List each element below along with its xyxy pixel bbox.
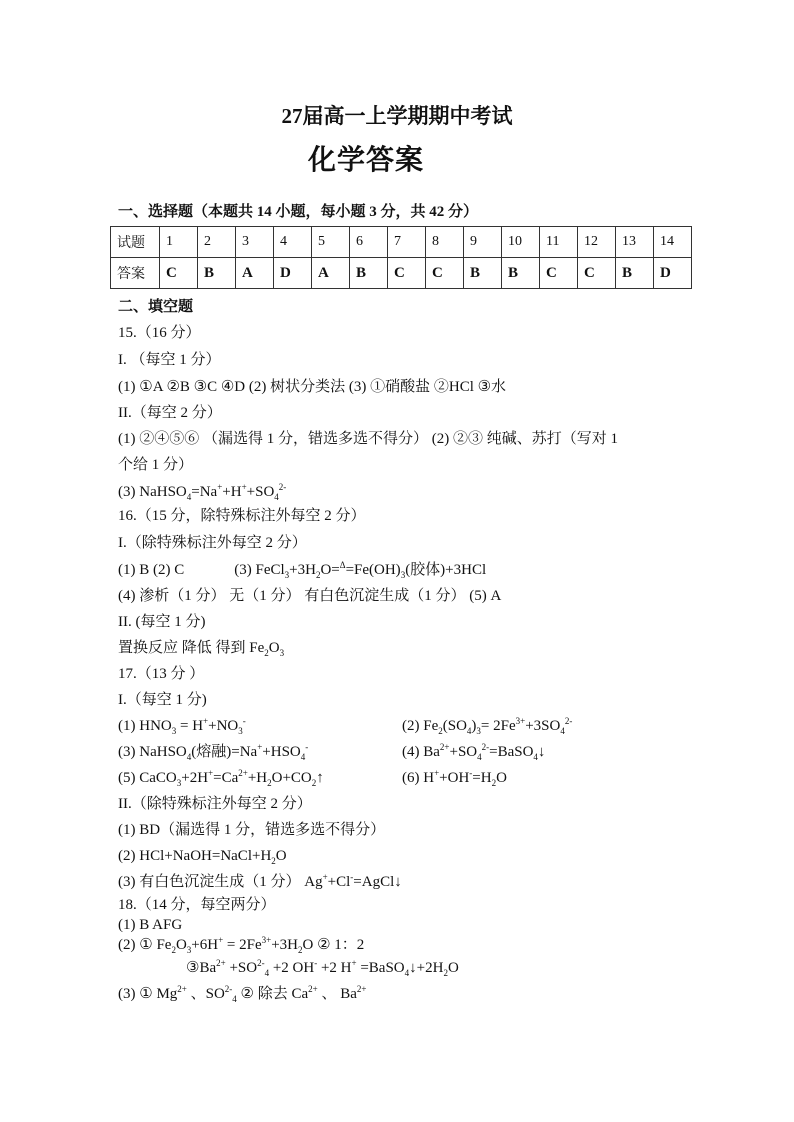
q18-line4 [118, 984, 367, 1004]
text: O+CO [271, 770, 312, 786]
q17-part1-heading: I.（每空 1 分) [118, 692, 207, 708]
text: 2- [481, 742, 490, 752]
text: + [322, 872, 328, 882]
text: 2+ [308, 984, 318, 994]
text: +2 H [317, 960, 352, 976]
table-cell: D [654, 258, 692, 289]
table-cell: 2 [198, 227, 236, 258]
text: +OH [439, 770, 470, 786]
text: + [434, 768, 440, 778]
text: +H [222, 484, 242, 500]
text: O [447, 960, 459, 976]
text: 3 [171, 726, 177, 736]
text: 、 Ba [317, 986, 357, 1002]
table-cell: C [426, 258, 464, 289]
text: =BaSO [356, 960, 405, 976]
text: 4 [300, 752, 306, 762]
row-label-questions: 试题 [111, 227, 160, 258]
text: 2 [264, 648, 269, 658]
text: 2- [257, 958, 265, 968]
text: (6) H [402, 770, 435, 786]
text: - [305, 742, 309, 752]
text: (2) Fe [402, 718, 439, 734]
text: =H [472, 770, 492, 786]
table-cell: 5 [312, 227, 350, 258]
text: - [242, 716, 246, 726]
text: (3) NaHSO [118, 484, 187, 500]
text: +H [247, 770, 268, 786]
table-cell: 7 [388, 227, 426, 258]
q16-part2-line1 [118, 638, 284, 658]
text: +NO [208, 718, 239, 734]
text: - [314, 958, 318, 968]
q17-part2-heading: II.（除特殊标注外每空 2 分） [118, 796, 312, 812]
q15-part2-heading: II.（每空 2 分） [118, 405, 222, 421]
text: 2+ [216, 958, 226, 968]
text: +SO [225, 960, 258, 976]
table-cell: A [312, 258, 350, 289]
q17-equation-1 [118, 716, 246, 736]
text: 2 [267, 778, 272, 788]
text: 3 [279, 648, 285, 658]
text: = 2Fe [480, 718, 516, 734]
text: (1) HNO [118, 718, 172, 734]
text: =Na [191, 484, 218, 500]
text: =Ca [213, 770, 239, 786]
answer-table [110, 226, 692, 289]
text: (SO [442, 718, 467, 734]
table-cell: 10 [502, 227, 540, 258]
table-cell: B [350, 258, 388, 289]
text: +Cl [327, 874, 351, 890]
q17-heading: 17.（13 分 ） [118, 666, 205, 682]
text: (5) CaCO [118, 770, 177, 786]
q17-part2-line2 [118, 846, 287, 866]
text: 2- [564, 716, 573, 726]
q17-equation-6 [402, 768, 507, 788]
text: 3 [400, 570, 406, 580]
text: O ② 1：2 [302, 937, 365, 953]
text: +3SO [525, 718, 561, 734]
table-cell: 6 [350, 227, 388, 258]
text: (3) 有白色沉淀生成（1 分） Ag [118, 874, 323, 890]
text: 2 [438, 726, 443, 736]
text: = H [176, 718, 204, 734]
text: +6H [191, 937, 219, 953]
section2-heading: 二、填空题 [118, 299, 194, 315]
text: 2 [491, 778, 497, 788]
text: (熔融)=Na [191, 744, 258, 760]
text: 、SO [186, 986, 225, 1002]
q15-part2-line1: (1) ②④⑤⑥ （漏选得 1 分，错选多选不得分） (2) ②③ 纯碱、苏打（写对 1 [118, 431, 618, 447]
text: ) [471, 718, 477, 734]
q17-part2-line1: (1) BD（漏选得 1 分，错选多选不得分） [118, 822, 386, 838]
text: ③Ba [186, 960, 217, 976]
text: 2+ [356, 984, 367, 994]
question-number-row [111, 227, 692, 258]
table-cell: C [540, 258, 578, 289]
q17-part2-line3 [118, 872, 402, 892]
exam-title: 27届高一上学期期中考试 [281, 104, 513, 128]
text: 4 [404, 968, 410, 978]
q16-heading: 16.（15 分，除特殊标注外每空 2 分） [118, 508, 366, 524]
q16-part1-line2: (4) 渗析（1 分） 无（1 分） 有白色沉淀生成（1 分） (5) A [118, 588, 502, 604]
q18-line3 [186, 958, 459, 978]
q15-part2-line2: 个给 1 分） [118, 457, 194, 473]
q16-part1-heading: I.（除特殊标注外每空 2 分） [118, 535, 307, 551]
text: =BaSO [489, 744, 534, 760]
q15-part1-answers: (1) ①A ②B ③C ④D (2) 树状分类法 (3) ①硝酸盐 ②HCl ③水 [118, 379, 507, 395]
text: 4 [264, 968, 270, 978]
table-cell: 1 [160, 227, 198, 258]
text: +2 OH [269, 960, 315, 976]
text: + [218, 935, 224, 945]
section1-heading: 一、选择题（本题共 14 小题，每小题 3 分，共 42 分） [118, 204, 479, 220]
text: 3 [284, 570, 290, 580]
text: 4 [477, 752, 482, 762]
q17-equation-2 [402, 716, 572, 736]
q18-heading: 18.（14 分，每空两分） [118, 897, 276, 913]
row-label-answers: 答案 [111, 258, 160, 289]
text: (1) B (2) C [118, 562, 185, 578]
text: 2 [443, 968, 448, 978]
text: 2+ [177, 984, 187, 994]
table-cell: 4 [274, 227, 312, 258]
text: + [351, 958, 357, 968]
text: O [175, 937, 187, 953]
text: ↑ [316, 770, 324, 786]
text: 4 [466, 726, 472, 736]
text: ↓+2H [409, 960, 444, 976]
text: =Fe(OH) [345, 562, 401, 578]
text: + [257, 742, 263, 752]
answer-row [111, 258, 692, 289]
text: 2- [224, 984, 233, 994]
text: + [217, 482, 223, 492]
text: 4 [186, 492, 192, 502]
table-cell: C [388, 258, 426, 289]
text: 3 [238, 726, 243, 736]
text: (4) Ba [402, 744, 440, 760]
table-cell: B [616, 258, 654, 289]
text: 3 [476, 726, 481, 736]
table-cell: C [160, 258, 198, 289]
text: 4 [186, 752, 192, 762]
text: (2) HCl+NaOH=NaCl+H [118, 848, 272, 864]
text: O [275, 848, 287, 864]
text: 2+ [238, 768, 248, 778]
text: 2 [315, 570, 321, 580]
text: +3H [289, 562, 316, 578]
delta-symbol: Δ [339, 560, 346, 570]
text: + [203, 716, 209, 726]
text: 3 [176, 778, 182, 788]
table-cell: 9 [464, 227, 502, 258]
text: 3 [186, 945, 192, 955]
text: +HSO [262, 744, 301, 760]
text: 4 [560, 726, 565, 736]
text: (3) ① Mg [118, 986, 178, 1002]
text: 2 [171, 945, 176, 955]
q16-part1-line1 [118, 560, 486, 580]
q17-equation-5 [118, 768, 324, 788]
table-cell: 11 [540, 227, 578, 258]
text: = 2Fe [223, 937, 262, 953]
text: 2 [298, 945, 303, 955]
table-cell: 12 [578, 227, 616, 258]
text: 3+ [261, 935, 272, 945]
text: 2+ [439, 742, 450, 752]
text: =AgCl↓ [353, 874, 402, 890]
text: O [496, 770, 507, 786]
q15-part1-heading: I. （每空 1 分） [118, 352, 221, 368]
text: - [350, 872, 354, 882]
text: +SO [449, 744, 478, 760]
text: (3) NaHSO [118, 744, 187, 760]
text: (3) FeCl [234, 562, 285, 578]
q15-part2-equation [118, 482, 286, 502]
table-cell: 13 [616, 227, 654, 258]
table-cell: D [274, 258, 312, 289]
text: O [268, 640, 280, 656]
table-cell: A [236, 258, 274, 289]
table-cell: B [198, 258, 236, 289]
text: ↓ [537, 744, 546, 760]
text: O= [320, 562, 340, 578]
q16-part2-heading: II. (每空 1 分) [118, 614, 206, 630]
text: 4 [274, 492, 279, 502]
text: 4 [533, 752, 538, 762]
text: + [208, 768, 214, 778]
text: 2 [271, 856, 276, 866]
q15-heading: 15.（16 分） [118, 325, 201, 341]
text: +SO [246, 484, 275, 500]
subject-title: 化学答案 [308, 143, 425, 176]
text: 2 [311, 778, 317, 788]
text: (胶体)+3HCl [405, 562, 487, 578]
q17-equation-3 [118, 742, 308, 762]
text: - [469, 768, 473, 778]
q18-line1: (1) B AFG [118, 917, 183, 933]
text: 4 [232, 994, 237, 1004]
q17-equation-4 [402, 742, 545, 762]
table-cell: 8 [426, 227, 464, 258]
table-cell: B [502, 258, 540, 289]
table-cell: B [464, 258, 502, 289]
table-cell: C [578, 258, 616, 289]
q18-line2 [118, 935, 364, 955]
text: ② 除去 Ca [236, 986, 309, 1002]
text: 2- [278, 482, 287, 492]
text: +2H [181, 770, 209, 786]
text: (2) ① Fe [118, 937, 172, 953]
text: +3H [271, 937, 298, 953]
table-cell: 3 [236, 227, 274, 258]
text: 3+ [515, 716, 526, 726]
table-cell: 14 [654, 227, 692, 258]
text: + [241, 482, 247, 492]
text: 置换反应 降低 得到 Fe [118, 640, 265, 656]
